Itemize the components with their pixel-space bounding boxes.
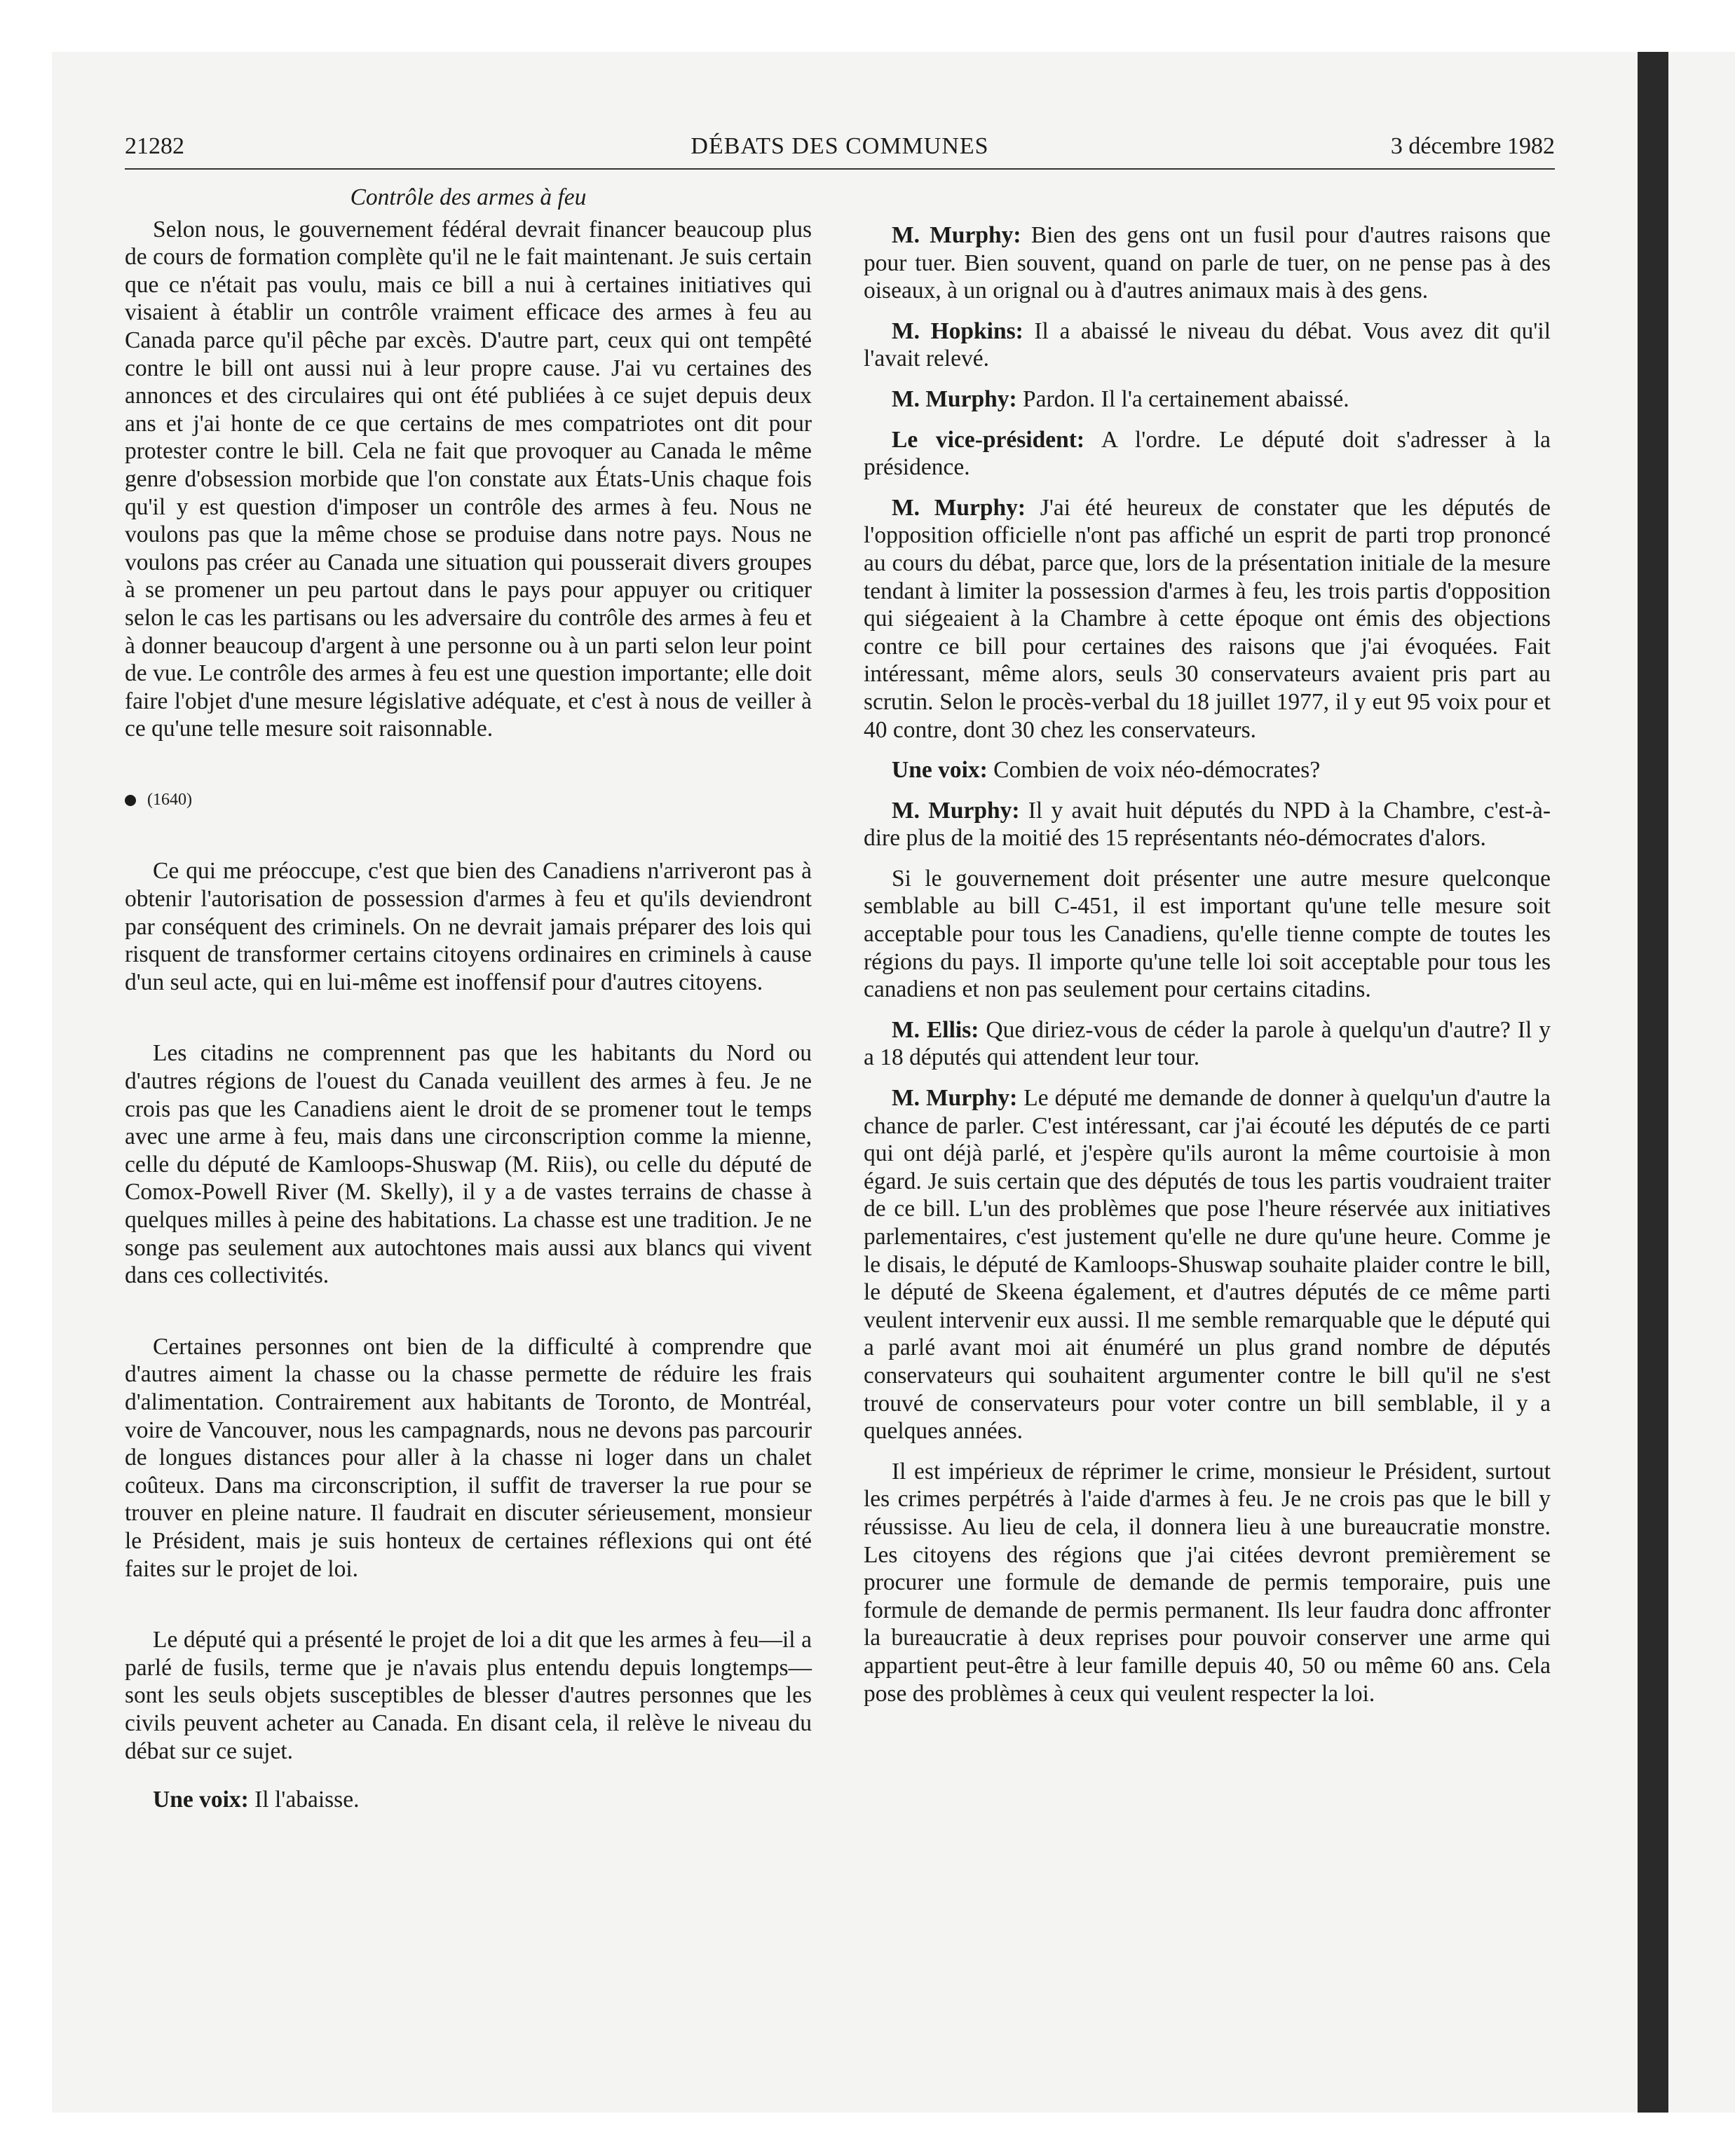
time-marker: [125, 786, 812, 814]
speech: [864, 494, 1551, 744]
speaker-name: M. Murphy:: [892, 386, 1017, 412]
speech-text: Bien des gens ont un fusil pour d'autres raisons que pour tuer. Bien souvent, quand on parle de tuer, on ne pense pas à des oiseaux, à un orignal ou à d'autres animaux mais à des gens.: [864, 222, 1551, 304]
speech-text: Pardon. Il l'a certainement abaissé.: [1016, 386, 1349, 412]
speech-text: Combien de voix néo-démocrates?: [987, 757, 1321, 784]
speech: [864, 797, 1551, 852]
speech-text: Il l'abaisse.: [248, 1787, 360, 1813]
speaker-name: Une voix:: [153, 1787, 249, 1813]
speech-text: Le député me demande de donner à quelqu'un d'autre la chance de parler. C'est intéressant, car j'ai écouté les députés de ce parti qui ont déjà parlé, et j'espère qu'ils auront la même courtoisie à mon égard. Je suis certain que des députés de tous les partis voudraient traiter de ce bill. L'un des problèmes que pose l'heure réservée aux initiatives parlementaires, c'est justement qu'elle ne dure qu'une heure. Comme je le disais, le député de Kamloops-Shuswap souhaite plaider contre le bill, le député de Skeena également, et d'autres députés de ce même parti veulent intervenir eux aussi. Il me semble remarquable que le député qui a parlé avant moi ait énuméré un plus grand nombre de députés conservateurs qui souhaitent argumenter contre le bill qu'il ne s'est trouvé de conservateurs pour voter contre un bill semblable, il y a quelques années.: [864, 1085, 1551, 1445]
speech-text: J'ai été heureux de constater que les députés de l'opposition officielle n'ont pas affiché un esprit de parti trop prononcé au cours du débat, parce que, lors de la présentation initiale de la mesure tendant à limiter la possession d'armes à feu, les trois partis d'opposition qui siégeaient à la Chambre à cette époque ont émis des objections contre ce bill pour certaines des raisons que j'ai évoquées. Fait intéressant, même alors, seuls 30 conservateurs avaient pris part au scrutin. Selon le procès-verbal du 18 juillet 1977, il y eut 95 voix pour et 40 contre, dont 30 chez les conservateurs.: [864, 494, 1551, 743]
speech: [864, 1084, 1551, 1445]
speaker-name: M. Murphy:: [892, 222, 1021, 248]
bullet-icon: [125, 795, 136, 806]
page-header: [125, 133, 1555, 171]
speaker-name: M. Murphy:: [892, 797, 1020, 824]
paragraph: Il est impérieux de réprimer le crime, monsieur le Président, surtout les crimes perpétrés à l'aide d'armes à feu. Je ne crois pas que le bill y réussisse. Au lieu de cela, il donnera lieu à une bureaucratie monstre. Les citoyens des régions que j'ai citées devront premièrement se procurer une formule de demande de permis temporaire, puis une formule de demande de permis permanent. Ils leur faudra donc affronter la bureaucratie à deux reprises pour pouvoir conserver une arme qui appartient peut-être à leur famille depuis 40, 50 ou même 60 ans. Cela pose des problèmes à ceux qui veulent respecter la loi.: [864, 1458, 1551, 1707]
page-number: 21282: [125, 133, 184, 159]
paragraph: Selon nous, le gouvernement fédéral devrait financer beaucoup plus de cours de formation complète qu'il ne le fait maintenant. Je suis certain que ce n'était pas voulu, mais ce bill a nui à certaines initiatives qui visaient à établir un contrôle vraiment efficace des armes à feu au Canada parce qu'il pêche par excès. D'autre part, ceux qui ont tempêté contre le bill ont aussi nui à leur propre cause. J'ai vu certaines des annonces et des circulaires qui ont été publiées à ce sujet depuis deux ans et j'ai honte de ce que certains de mes compatriotes ont dit pour protester contre le bill. Cela ne fait que provoquer au Canada le même genre d'obsession morbide que l'on constate aux États-Unis chaque fois qu'il y est question d'imposer un contrôle des armes à feu. Nous ne voulons pas que la même chose se produise dans notre pays. Nous ne voulons pas créer au Canada une situation qui pousserait divers groupes à se promener un peu partout dans le pays pour appuyer ou critiquer selon le cas les partisans ou les adversaire du contrôle des armes à feu et à donner beaucoup d'argent à une personne ou à un parti selon leur point de vue. Le contrôle des armes à feu est une question importante; elle doit faire l'objet d'une mesure législative adéquate, et c'est à nous de veiller à ce qu'une telle mesure soit raisonnable.: [125, 216, 812, 742]
paragraph: Le député qui a présenté le projet de loi a dit que les armes à feu—il a parlé de fusils, terme que je n'avais plus entendu depuis longtemps—sont les seuls objets susceptibles de blesser d'autres personnes que les civils peuvent acheter au Canada. En disant cela, il relève le niveau du débat sur ce sujet.: [125, 1627, 812, 1764]
paragraph: Si le gouvernement doit présenter une autre mesure quelconque semblable au bill C-451, il est important qu'une telle mesure soit acceptable pour tous les Canadiens, qu'elle tienne compte de toutes les régions du pays. Il importe qu'une telle loi soit acceptable pour tous les canadiens et non pas seulement pour certains citadins.: [864, 865, 1551, 1003]
paragraph: Certaines personnes ont bien de la difficulté à comprendre que d'autres aiment la chasse ou la chasse permette de réduire les frais d'alimentation. Contrairement aux habitants de Toronto, de Montréal, voire de Vancouver, nous les campagnards, nous ne devons pas parcourir de longues distances pour aller à la chasse ni loger dans un chalet coûteux. Dans ma circonscription, il suffit de traverser la rue pour se trouver en pleine nature. Il faudrait en discuter sérieusement, monsieur le Président, mais je suis honteux de certaines réflexions qui ont été faites sur le projet de loi.: [125, 1333, 812, 1582]
right-column: [864, 221, 1551, 1720]
speech: [864, 426, 1551, 482]
speech: [125, 1786, 812, 1814]
speech: [864, 1016, 1551, 1072]
speaker-name: Une voix:: [892, 757, 988, 784]
speaker-name: M. Hopkins:: [892, 318, 1023, 344]
header-rule: [125, 168, 1555, 170]
speech-text: A l'ordre. Le député doit s'adresser à la présidence.: [864, 426, 1551, 481]
left-column: [125, 184, 812, 1827]
speech-text: Il y avait huit députés du NPD à la Chambre, c'est-à-dire plus de la moitié des 15 représentants néo-démocrates d'alors.: [864, 797, 1551, 852]
section-title: Contrôle des armes à feu: [350, 184, 587, 210]
speech: [864, 756, 1551, 784]
time-marker-label: (1640): [147, 790, 192, 809]
speech-text: Que diriez-vous de céder la parole à quelqu'un d'autre? Il y a 18 députés qui attendent leur tour.: [864, 1016, 1551, 1071]
speech: [864, 318, 1551, 373]
speaker-name: Le vice-président:: [892, 426, 1085, 453]
speaker-name: M. Ellis:: [892, 1016, 979, 1043]
paragraph: Ce qui me préoccupe, c'est que bien des Canadiens n'arriveront pas à obtenir l'autorisation de possession d'armes à feu et qu'ils deviendront par conséquent des criminels. On ne devrait jamais préparer des lois qui risquent de transformer certains citoyens ordinaires en criminels à cause d'un seul acte, qui en lui-même est inoffensif pour d'autres citoyens.: [125, 858, 812, 995]
paragraph: Les citadins ne comprennent pas que les habitants du Nord ou d'autres régions de l'ouest du Canada veuillent des armes à feu. Je ne crois pas que les Canadiens aient le droit de se promener tout le temps avec une arme à feu, mais dans une circonscription comme la mienne, celle du député de Kamloops-Shuswap (M. Riis), ou celle du député de Comox-Powell River (M. Skelly), il y a de vastes terrains de chasse à quelques milles à peine des habitations. La chasse est une tradition. Je ne songe pas seulement aux autochtones mais aussi aux blancs qui vivent dans ces collectivités.: [125, 1040, 812, 1289]
speech-text: Il a abaissé le niveau du débat. Vous avez dit qu'il l'avait relevé.: [864, 318, 1551, 372]
publication-date: 3 décembre 1982: [1390, 133, 1555, 159]
scan-edge-shadow: [1638, 52, 1668, 2113]
speech: [864, 221, 1551, 305]
publication-title: DÉBATS DES COMMUNES: [690, 133, 989, 159]
speaker-name: M. Murphy:: [892, 494, 1026, 521]
speaker-name: M. Murphy:: [892, 1085, 1018, 1112]
speech: [864, 386, 1551, 414]
